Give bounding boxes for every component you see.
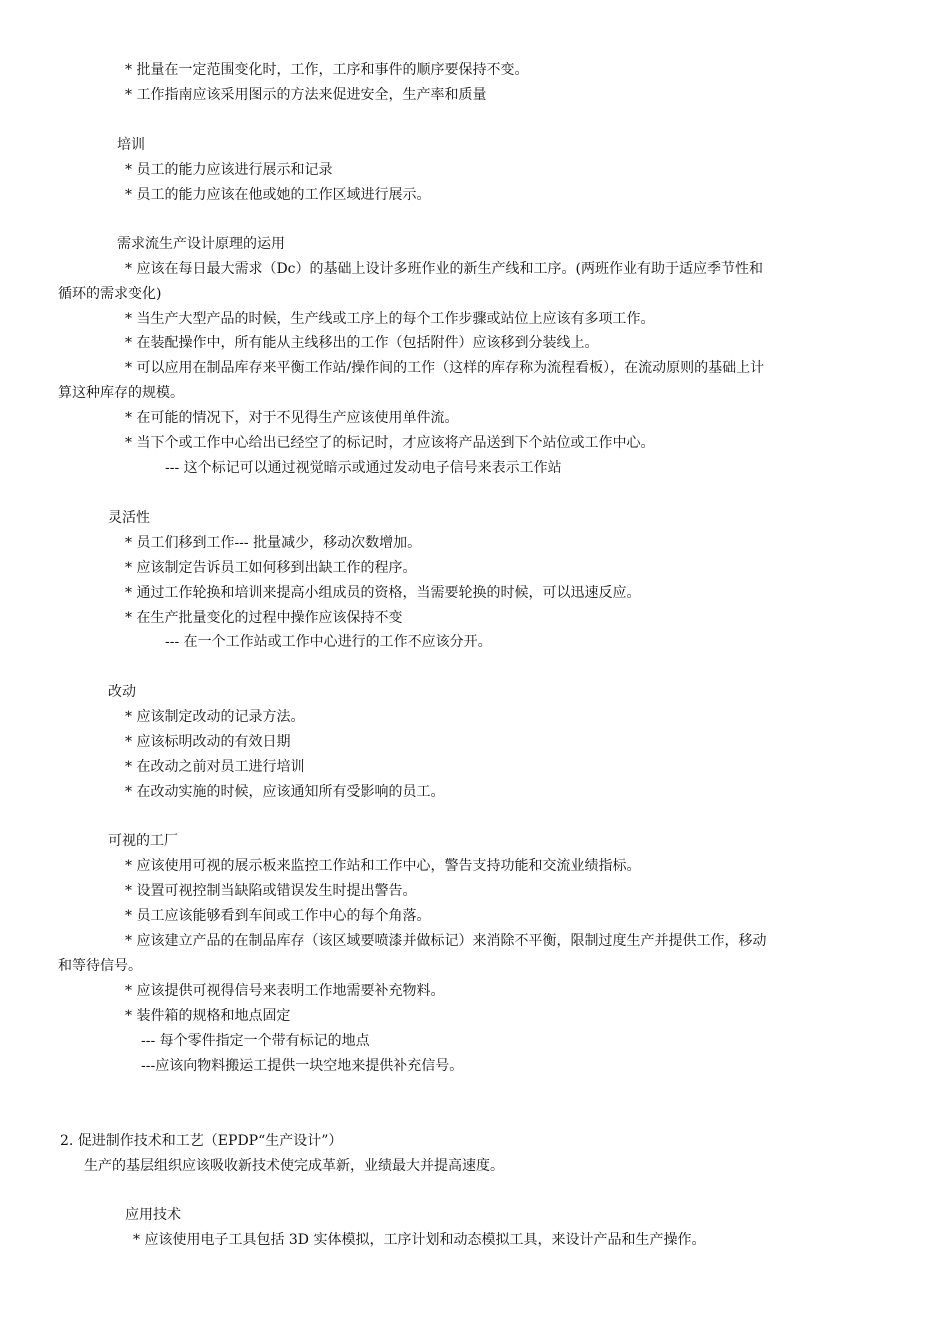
sub-item: --- 每个零件指定一个带有标记的地点 [141, 1033, 370, 1049]
section-heading-visual-factory: 可视的工厂 [108, 833, 178, 849]
bullet-item: * 通过工作轮换和培训来提高小组成员的资格，当需要轮换的时候，可以迅速反应。 [125, 585, 641, 601]
bullet-item: * 在改动之前对员工进行培训 [125, 759, 305, 775]
bullet-item: * 应该提供可视得信号来表明工作地需要补充物料。 [125, 983, 445, 999]
section-heading-flexibility: 灵活性 [108, 510, 150, 526]
bullet-continuation: 算这种库存的规模。 [58, 385, 184, 401]
section-heading-demand-flow: 需求流生产设计原理的运用 [117, 236, 285, 252]
sub-item: ---应该向物料搬运工提供一块空地来提供补充信号。 [141, 1058, 464, 1074]
bullet-item: * 应该在每日最大需求（Dc）的基础上设计多班作业的新生产线和工序。(两班作业有助于适应季节性和 [125, 261, 763, 277]
bullet-item: * 当下个或工作中心给出已经空了的标记时，才应该将产品送到下个站位或工作中心。 [125, 435, 655, 451]
bullet-item: * 可以应用在制品库存来平衡工作站/操作间的工作（这样的库存称为流程看板），在流动原则的基础上计 [125, 360, 765, 376]
bullet-item: * 员工的能力应该进行展示和记录 [125, 162, 333, 178]
bullet-item: * 应该制定改动的记录方法。 [125, 709, 305, 725]
bullet-item: * 应该标明改动的有效日期 [125, 734, 291, 750]
section-heading-applied-technology: 应用技术 [125, 1207, 181, 1223]
sub-item: --- 这个标记可以通过视觉暗示或通过发动电子信号来表示工作站 [165, 460, 562, 476]
bullet-item: * 应该制定告诉员工如何移到出缺工作的程序。 [125, 560, 417, 576]
bullet-item: * 装件箱的规格和地点固定 [125, 1008, 291, 1024]
bullet-item: * 在装配操作中，所有能从主线移出的工作（包括附件）应该移到分装线上。 [125, 335, 599, 351]
bullet-item: * 应该使用电子工具包括 3D 实体模拟，工序计划和动态模拟工具，来设计产品和生产操作。 [133, 1232, 706, 1248]
bullet-item: * 员工的能力应该在他或她的工作区域进行展示。 [125, 187, 431, 203]
bullet-item: * 批量在一定范围变化时，工作，工序和事件的顺序要保持不变。 [125, 62, 529, 78]
bullet-item: * 员工们移到工作--- 批量减少，移动次数增加。 [125, 535, 422, 551]
bullet-continuation: 和等待信号。 [58, 958, 142, 974]
bullet-item: * 当生产大型产品的时候，生产线或工序上的每个工作步骤或站位上应该有多项工作。 [125, 311, 655, 327]
bullet-item: * 应该使用可视的展示板来监控工作站和工作中心，警告支持功能和交流业绩指标。 [125, 858, 641, 874]
bullet-item: * 在生产批量变化的过程中操作应该保持不变 [125, 610, 403, 626]
sub-item: --- 在一个工作站或工作中心进行的工作不应该分开。 [165, 634, 492, 650]
section-heading-training: 培训 [117, 137, 145, 153]
section-heading-change: 改动 [108, 684, 136, 700]
bullet-item: * 应该建立产品的在制品库存（该区域要喷漆并做标记）来消除不平衡，限制过度生产并提供工作，移动 [125, 933, 767, 949]
bullet-item: * 设置可视控制当缺陷或错误发生时提出警告。 [125, 883, 417, 899]
bullet-item: * 员工应该能够看到车间或工作中心的每个角落。 [125, 908, 431, 924]
section-intro: 生产的基层组织应该吸收新技术使完成革新，业绩最大并提高速度。 [84, 1158, 504, 1174]
bullet-continuation: 循环的需求变化) [58, 286, 162, 302]
bullet-item: * 在改动实施的时候，应该通知所有受影响的员工。 [125, 784, 445, 800]
bullet-item: * 工作指南应该采用图示的方法来促进安全，生产率和质量 [125, 87, 487, 103]
section-title: 2. 促进制作技术和工艺（EPDP“生产设计”） [60, 1133, 343, 1149]
bullet-item: * 在可能的情况下，对于不见得生产应该使用单件流。 [125, 410, 459, 426]
